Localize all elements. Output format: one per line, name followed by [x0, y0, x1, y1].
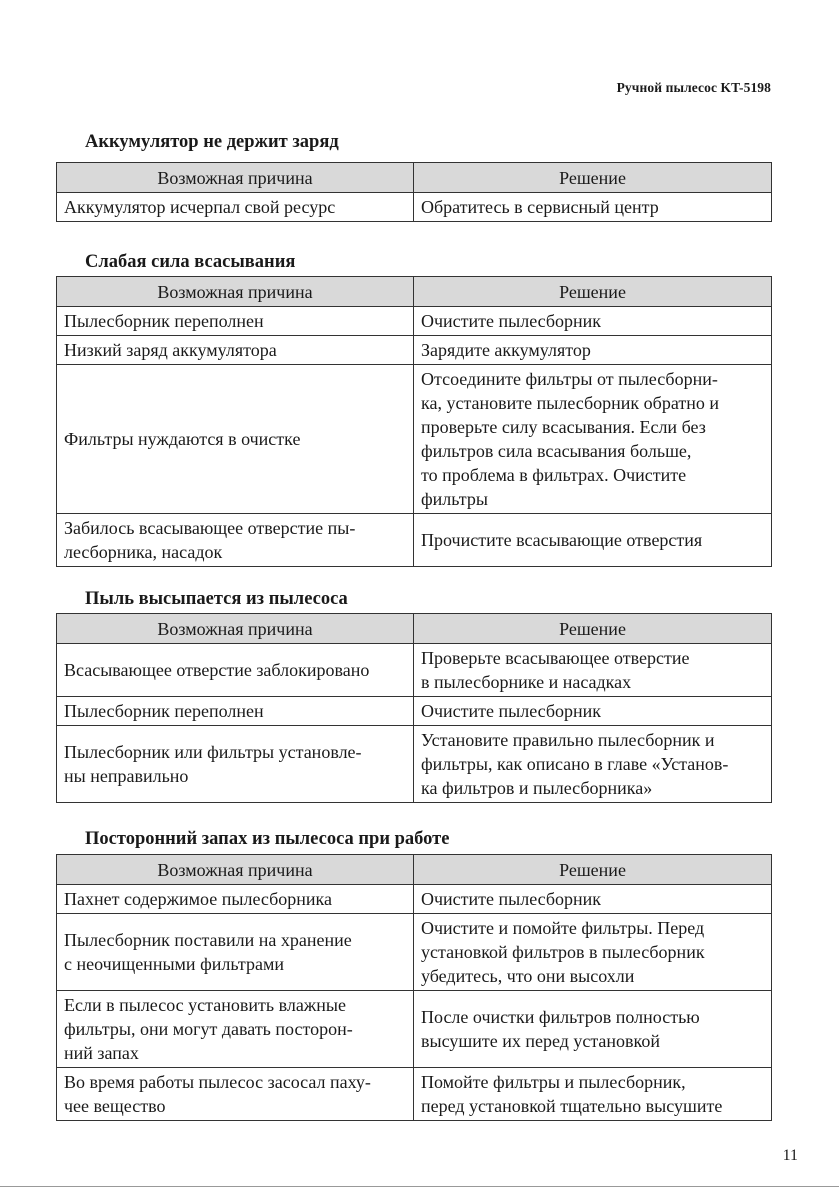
solution-cell: Отсоедините фильтры от пылесборни- ка, установите пылесборник обратно и проверьте силу всасывания. Если без фильтров сила всасывания больше, то проблема в фильтрах. Очистите фильтры: [414, 365, 772, 514]
cause-cell: Пахнет содержимое пылесборника: [57, 885, 414, 914]
table-row: [57, 697, 772, 726]
solution-cell: Проверьте всасывающее отверстие в пылесборнике и насадках: [414, 644, 772, 697]
cause-cell: Пылесборник или фильтры установле- ны неправильно: [57, 726, 414, 803]
cause-cell: Пылесборник переполнен: [57, 307, 414, 336]
column-header-solution: Решение: [414, 614, 772, 644]
table-row: [57, 365, 772, 514]
solution-cell: Установите правильно пылесборник и фильтры, как описано в главе «Установ- ка фильтров и пылесборника»: [414, 726, 772, 803]
column-header-cause: Возможная причина: [57, 614, 414, 644]
solution-cell: Помойте фильтры и пылесборник, перед установкой тщательно высушите: [414, 1068, 772, 1121]
page-number: 11: [782, 1147, 798, 1164]
section-title-odor: Посторонний запах из пылесоса при работе: [85, 829, 450, 849]
section-title-battery: Аккумулятор не держит заряд: [85, 132, 339, 152]
cause-cell: Всасывающее отверстие заблокировано: [57, 644, 414, 697]
cause-cell: Пылесборник переполнен: [57, 697, 414, 726]
troubleshooting-table-battery: [56, 162, 772, 222]
cause-cell: Забилось всасывающее отверстие пы- лесборника, насадок: [57, 514, 414, 567]
column-header-cause: Возможная причина: [57, 277, 414, 307]
solution-cell: После очистки фильтров полностью высушите их перед установкой: [414, 991, 772, 1068]
solution-cell: Очистите и помойте фильтры. Перед установкой фильтров в пылесборник убедитесь, что они высохли: [414, 914, 772, 991]
solution-cell: Очистите пылесборник: [414, 697, 772, 726]
cause-cell: Во время работы пылесос засосал паху- чее вещество: [57, 1068, 414, 1121]
cause-cell: Если в пылесос установить влажные фильтры, они могут давать посторон- ний запах: [57, 991, 414, 1068]
table-header-row: [57, 277, 772, 307]
column-header-solution: Решение: [414, 277, 772, 307]
troubleshooting-table-dust-spills: [56, 613, 772, 803]
page-bottom-rule: [0, 1186, 839, 1187]
troubleshooting-table-odor: [56, 854, 772, 1121]
solution-cell: Прочистите всасывающие отверстия: [414, 514, 772, 567]
solution-cell: Очистите пылесборник: [414, 885, 772, 914]
section-title-weak-suction: Слабая сила всасывания: [85, 252, 296, 272]
table-row: [57, 514, 772, 567]
table-row: [57, 193, 772, 222]
table-row: [57, 991, 772, 1068]
troubleshooting-table-weak-suction: [56, 276, 772, 567]
cause-cell: Фильтры нуждаются в очистке: [57, 365, 414, 514]
table-row: [57, 307, 772, 336]
table-row: [57, 1068, 772, 1121]
table-row: [57, 336, 772, 365]
solution-cell: Очистите пылесборник: [414, 307, 772, 336]
table-row: [57, 914, 772, 991]
cause-cell: Пылесборник поставили на хранение с неочищенными фильтрами: [57, 914, 414, 991]
running-header: Ручной пылесос KT-5198: [616, 80, 771, 95]
table-header-row: [57, 855, 772, 885]
section-title-dust-spills: Пыль высыпается из пылесоса: [85, 589, 348, 609]
table-header-row: [57, 163, 772, 193]
column-header-cause: Возможная причина: [57, 163, 414, 193]
solution-cell: Обратитесь в сервисный центр: [414, 193, 772, 222]
column-header-solution: Решение: [414, 163, 772, 193]
table-row: [57, 726, 772, 803]
table-header-row: [57, 614, 772, 644]
table-row: [57, 644, 772, 697]
table-row: [57, 885, 772, 914]
column-header-solution: Решение: [414, 855, 772, 885]
cause-cell: Аккумулятор исчерпал свой ресурс: [57, 193, 414, 222]
column-header-cause: Возможная причина: [57, 855, 414, 885]
solution-cell: Зарядите аккумулятор: [414, 336, 772, 365]
cause-cell: Низкий заряд аккумулятора: [57, 336, 414, 365]
